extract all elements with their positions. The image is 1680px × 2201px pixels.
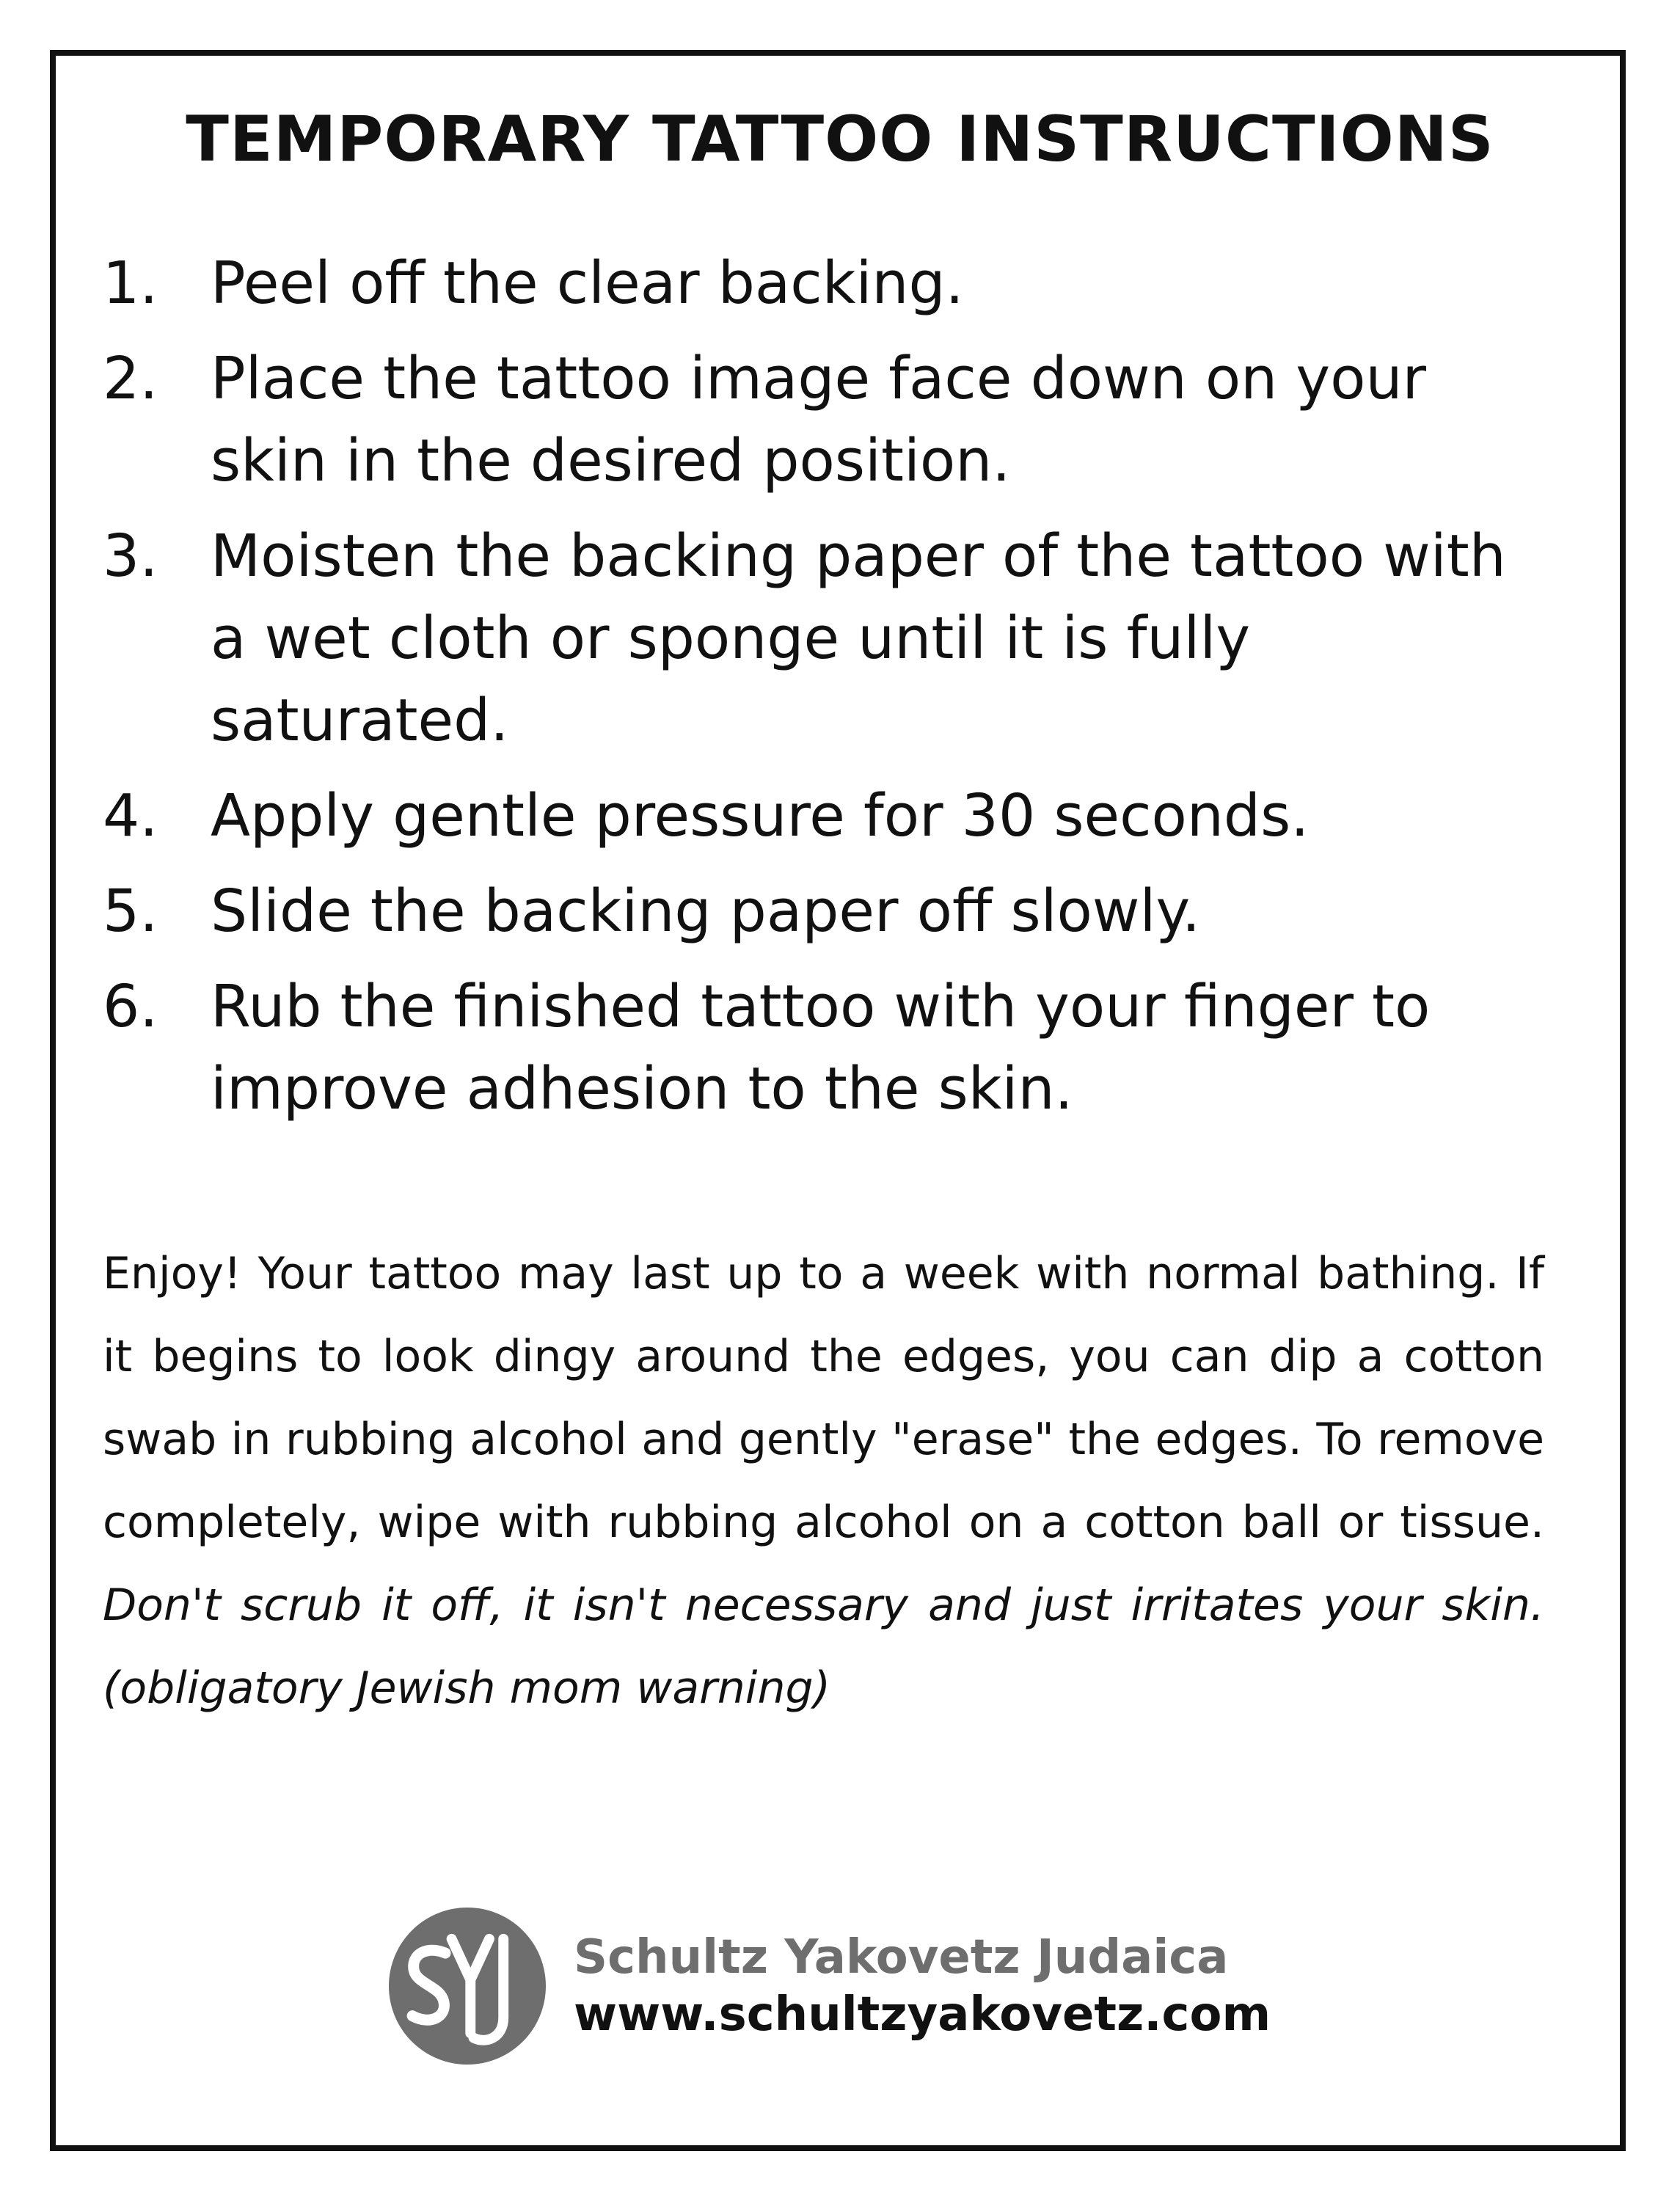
care-note-text: Enjoy! Your tattoo may last up to a week with normal bathing. If it begins to look dingy around the edges, you can dip a cotton swab in rubbing alcohol and gently "erase" the edges. To remove completely, wipe with rubbing alcohol on a cotton ball or tissue.	[103, 1248, 1544, 1548]
step-number: 6.	[103, 973, 158, 1040]
step-text: Moisten the backing paper of the tattoo with a wet cloth or sponge until it is fully saturated.	[211, 522, 1506, 754]
step-number: 4.	[103, 782, 158, 850]
step-number: 1.	[103, 249, 158, 317]
step-text: Place the tattoo image face down on your skin in the desired position.	[211, 345, 1426, 494]
step-number: 3.	[103, 522, 158, 590]
brand-text	[574, 1929, 1271, 2043]
step-text: Apply gentle pressure for 30 seconds.	[211, 782, 1310, 850]
step-text: Slide the backing paper off slowly.	[211, 877, 1201, 945]
care-note-warning: Don't scrub it off, it isn't necessary and just irritates your skin. (obligatory Jewish mom warning)	[103, 1580, 1544, 1714]
syj-logo-icon	[389, 1908, 546, 2065]
step-number: 2.	[103, 345, 158, 412]
list-item	[103, 966, 1541, 1130]
brand-footer	[389, 1908, 1271, 2065]
brand-url[interactable]: www.schultzyakovetz.com	[574, 1988, 1271, 2042]
list-item	[103, 242, 1541, 324]
step-text: Peel off the clear backing.	[211, 249, 964, 317]
list-item	[103, 775, 1541, 857]
page-title: TEMPORARY TATTOO INSTRUCTIONS	[186, 103, 1494, 176]
step-number: 5.	[103, 877, 158, 945]
brand-name: Schultz Yakovetz Judaica	[574, 1930, 1229, 1985]
step-text: Rub the finished tattoo with your finger to improve adhesion to the skin.	[211, 973, 1431, 1123]
list-item	[103, 337, 1541, 502]
care-note	[103, 1233, 1544, 1730]
list-item	[103, 870, 1541, 952]
list-item	[103, 515, 1541, 762]
instruction-list	[103, 242, 1541, 1143]
